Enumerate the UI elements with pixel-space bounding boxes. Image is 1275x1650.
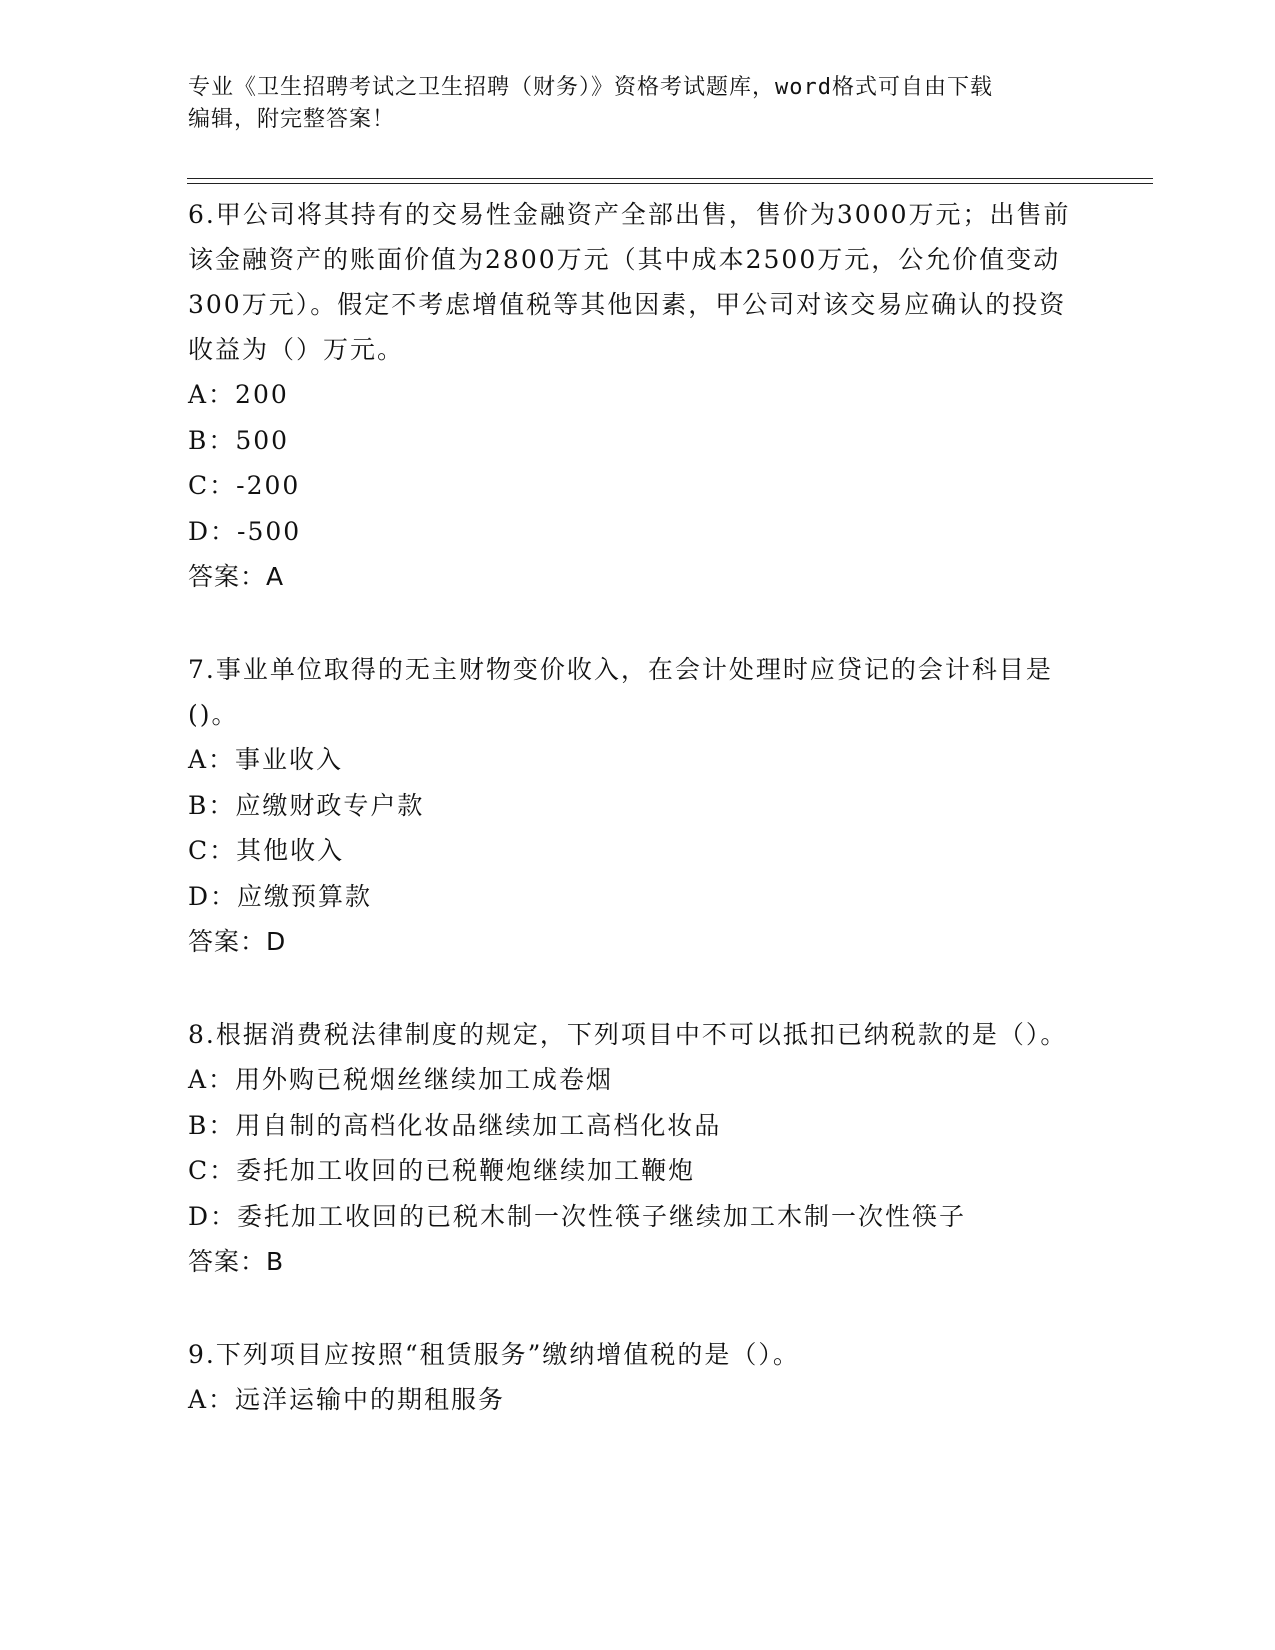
option-a: A：用外购已税烟丝继续加工成卷烟 xyxy=(188,1065,614,1094)
question-7 xyxy=(188,645,1088,964)
question-stem: 8.根据消费税法律制度的规定，下列项目中不可以抵扣已纳税款的是（）。 xyxy=(188,1020,1068,1049)
option-d: D：-500 xyxy=(188,516,302,546)
question-list xyxy=(188,190,1088,1423)
question-stem: 9.下列项目应按照“租赁服务”缴纳增值税的是（）。 xyxy=(188,1340,800,1369)
option-a: A：200 xyxy=(188,380,289,409)
option-d: D：应缴预算款 xyxy=(188,881,373,911)
option-b: B：应缴财政专户款 xyxy=(188,790,425,820)
question-8 xyxy=(188,1010,1088,1284)
option-d: D：委托加工收回的已税木制一次性筷子继续加工木制一次性筷子 xyxy=(188,1201,967,1231)
option-a: A：事业收入 xyxy=(188,745,344,774)
option-b: B：用自制的高档化妆品继续加工高档化妆品 xyxy=(188,1110,722,1140)
document-header xyxy=(188,72,1068,136)
header-line-1: 专业《卫生招聘考试之卫生招聘（财务）》资格考试题库，word格式可自由下载 xyxy=(188,75,993,100)
question-9 xyxy=(188,1330,1088,1423)
question-6 xyxy=(188,190,1088,599)
header-divider-top xyxy=(187,178,1153,179)
option-c: C：委托加工收回的已税鞭炮继续加工鞭炮 xyxy=(188,1156,696,1185)
answer-line: 答案：B xyxy=(188,1247,285,1276)
option-c: C：其他收入 xyxy=(188,836,345,865)
header-divider-bottom xyxy=(187,183,1153,184)
option-a: A：远洋运输中的期租服务 xyxy=(188,1385,506,1414)
header-line-2: 编辑，附完整答案！ xyxy=(188,107,396,132)
question-stem: 6.甲公司将其持有的交易性金融资产全部出售，售价为3000万元；出售前该金融资产的账面价值为2800万元（其中成本2500万元，公允价值变动300万元）。假定不考虑增值税等其他因素，甲公司对该交易应确认的投资收益为（）万元。 xyxy=(188,200,1071,364)
option-b: B：500 xyxy=(188,425,290,455)
option-c: C：-200 xyxy=(188,471,301,500)
question-stem: 7.事业单位取得的无主财物变价收入，在会计处理时应贷记的会计科目是()。 xyxy=(188,655,1053,729)
answer-line: 答案：D xyxy=(188,927,287,956)
answer-line: 答案：A xyxy=(188,562,285,591)
